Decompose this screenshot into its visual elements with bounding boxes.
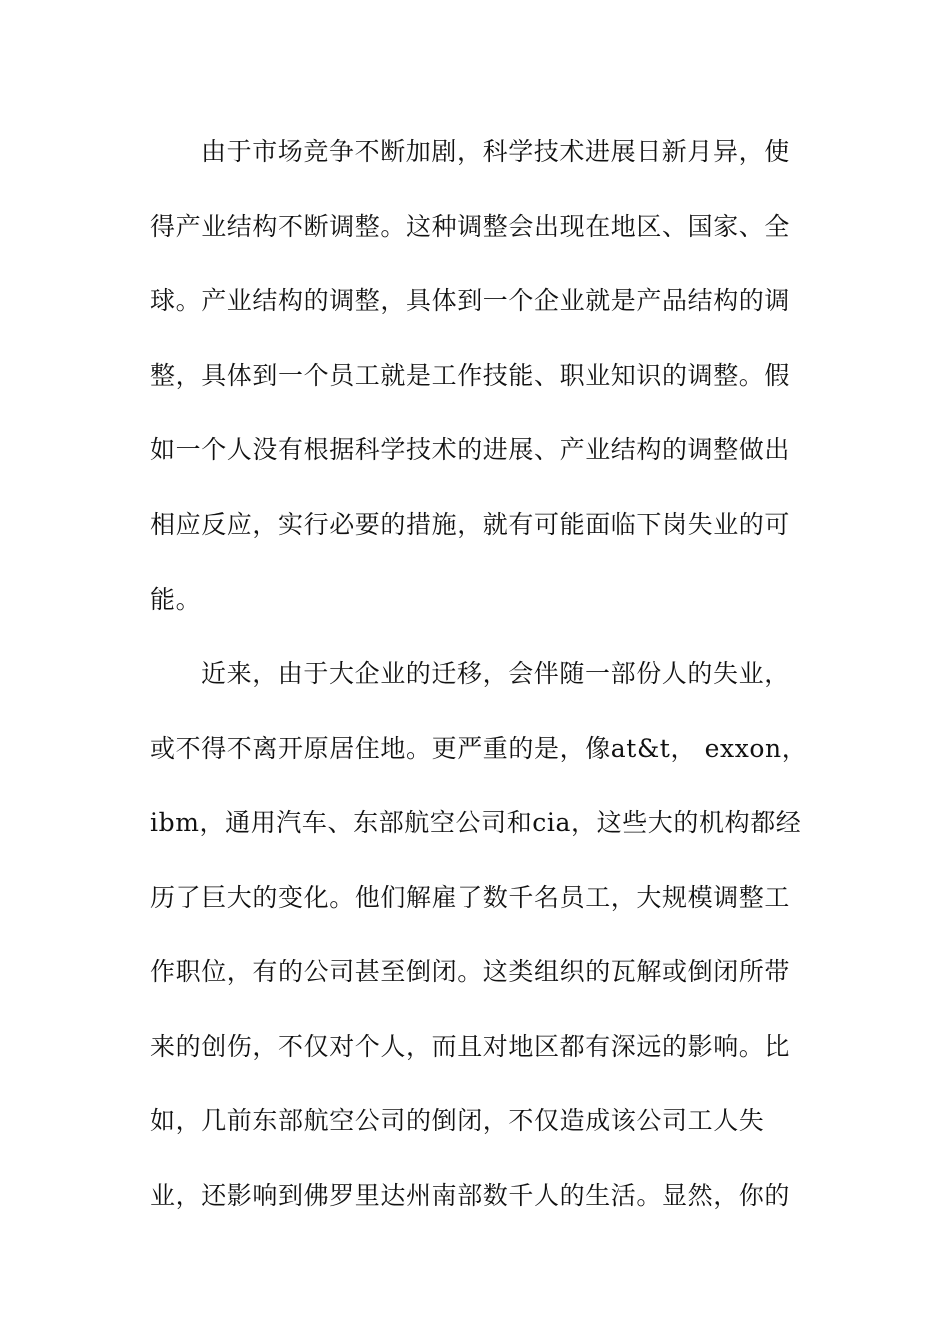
paragraph-2-line-2: 或不得不离开原居住地。更严重的是，像at&t， exxon， [150, 734, 808, 763]
paragraph-2-line-6: 来的创伤，不仅对个人，而且对地区都有深远的影响。比 [150, 1032, 791, 1061]
paragraph-1-line-5: 如一个人没有根据科学技术的进展、产业结构的调整做出 [150, 435, 791, 464]
paragraph-1-line-3: 球。产业结构的调整，具体到一个企业就是产品结构的调 [150, 286, 791, 315]
paragraph-1-line-4: 整，具体到一个员工就是工作技能、职业知识的调整。假 [150, 361, 791, 390]
paragraph-2-line-5: 作职位，有的公司甚至倒闭。这类组织的瓦解或倒闭所带 [150, 957, 791, 986]
paragraph-2-line-7: 如，几前东部航空公司的倒闭，不仅造成该公司工人失 [150, 1106, 765, 1135]
paragraph-2-line-1: 近来，由于大企业的迁移，会伴随一部份人的失业， [201, 659, 790, 688]
paragraph-1-line-6: 相应反应，实行必要的措施，就有可能面临下岗失业的可 [150, 510, 791, 539]
paragraph-2-line-4: 历了巨大的变化。他们解雇了数千名员工，大规模调整工 [150, 883, 791, 912]
paragraph-2-line-3: ibm，通用汽车、东部航空公司和cia，这些大的机构都经 [150, 808, 802, 837]
paragraph-2-line-8: 业，还影响到佛罗里达州南部数千人的生活。显然，你的 [150, 1181, 791, 1210]
paragraph-1-line-1: 由于市场竞争不断加剧，科学技术进展日新月异，使 [201, 137, 790, 166]
paragraph-1-line-7: 能。 [150, 585, 202, 614]
paragraph-1-line-2: 得产业结构不断调整。这种调整会出现在地区、国家、全 [150, 212, 791, 241]
